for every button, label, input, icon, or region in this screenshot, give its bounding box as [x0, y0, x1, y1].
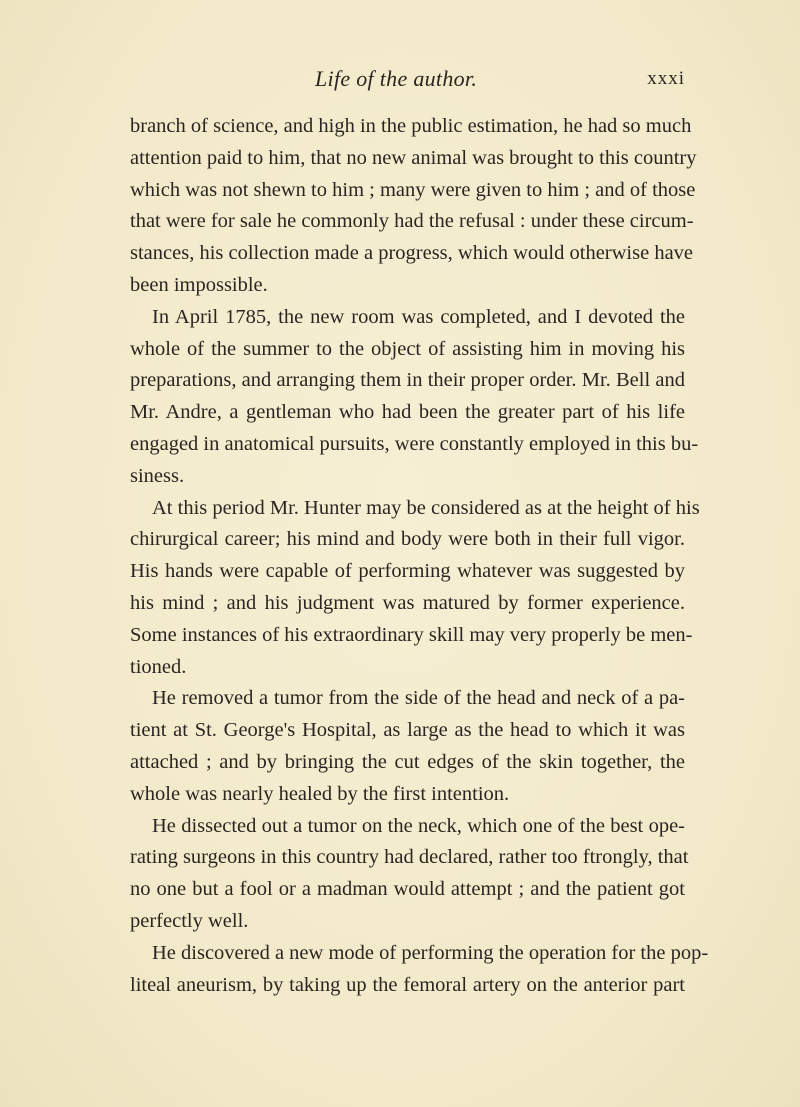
paragraph [130, 493, 700, 684]
page-header [130, 66, 685, 96]
text-line: which was not shewn to him ; many were given to him ; and of those [130, 178, 696, 201]
text-line: preparations, and arranging them in their proper order. Mr. Bell and [130, 369, 685, 392]
text-line: attention paid to him, that no new animal was brought to this country [130, 146, 697, 169]
text-line: Some instances of his extraordinary skill may very properly be men- [130, 623, 693, 646]
text-line: that were for sale he commonly had the refusal : under these circum- [130, 210, 694, 233]
text-line: liteal aneurism, by taking up the femoral artery on the anterior part [130, 973, 685, 996]
text-line: whole was nearly healed by the first intention. [130, 782, 510, 805]
text-line: chirurgical career; his mind and body were both in their full vigor. [130, 528, 685, 551]
body-text [130, 111, 709, 1001]
text-line: whole of the summer to the object of assisting him in moving his [130, 337, 685, 360]
text-line: He dissected out a tumor on the neck, which one of the best ope- [152, 814, 685, 837]
text-line: His hands were capable of performing whatever was suggested by [130, 560, 685, 583]
paragraph [130, 683, 685, 810]
text-line: no one but a fool or a madman would attempt ; and the patient got [130, 878, 685, 901]
text-line: his mind ; and his judgment was matured by former experience. [130, 591, 685, 614]
text-line: tient at St. George's Hospital, as large as the head to which it was [130, 719, 685, 742]
paragraph [130, 938, 709, 1002]
page-number: xxxi [647, 68, 685, 89]
running-title: Life of the author. [315, 66, 478, 91]
text-line: Mr. Andre, a gentleman who had been the greater part of his life [130, 401, 685, 424]
paragraph [130, 302, 699, 493]
text-line: branch of science, and high in the public estimation, he had so much [130, 115, 692, 137]
text-line: siness. [130, 464, 185, 487]
paragraph [130, 811, 689, 938]
text-line: stances, his collection made a progress, which would otherwise have [130, 242, 694, 265]
text-line: been impossible. [130, 273, 268, 296]
text-line: perfectly well. [130, 909, 249, 932]
paragraph [130, 111, 697, 302]
text-line: He discovered a new mode of performing the operation for the pop- [152, 941, 709, 964]
text-line: At this period Mr. Hunter may be considered as at the height of his [152, 496, 700, 519]
text-line: attached ; and by bringing the cut edges of the skin together, the [130, 750, 685, 773]
text-line: In April 1785, the new room was completed, and I devoted the [152, 305, 685, 328]
text-line: tioned. [130, 655, 187, 678]
text-line: He removed a tumor from the side of the head and neck of a pa- [152, 687, 685, 710]
text-line: rating surgeons in this country had declared, rather too ftrongly, that [130, 846, 689, 869]
text-line: engaged in anatomical pursuits, were constantly employed in this bu- [130, 432, 699, 455]
